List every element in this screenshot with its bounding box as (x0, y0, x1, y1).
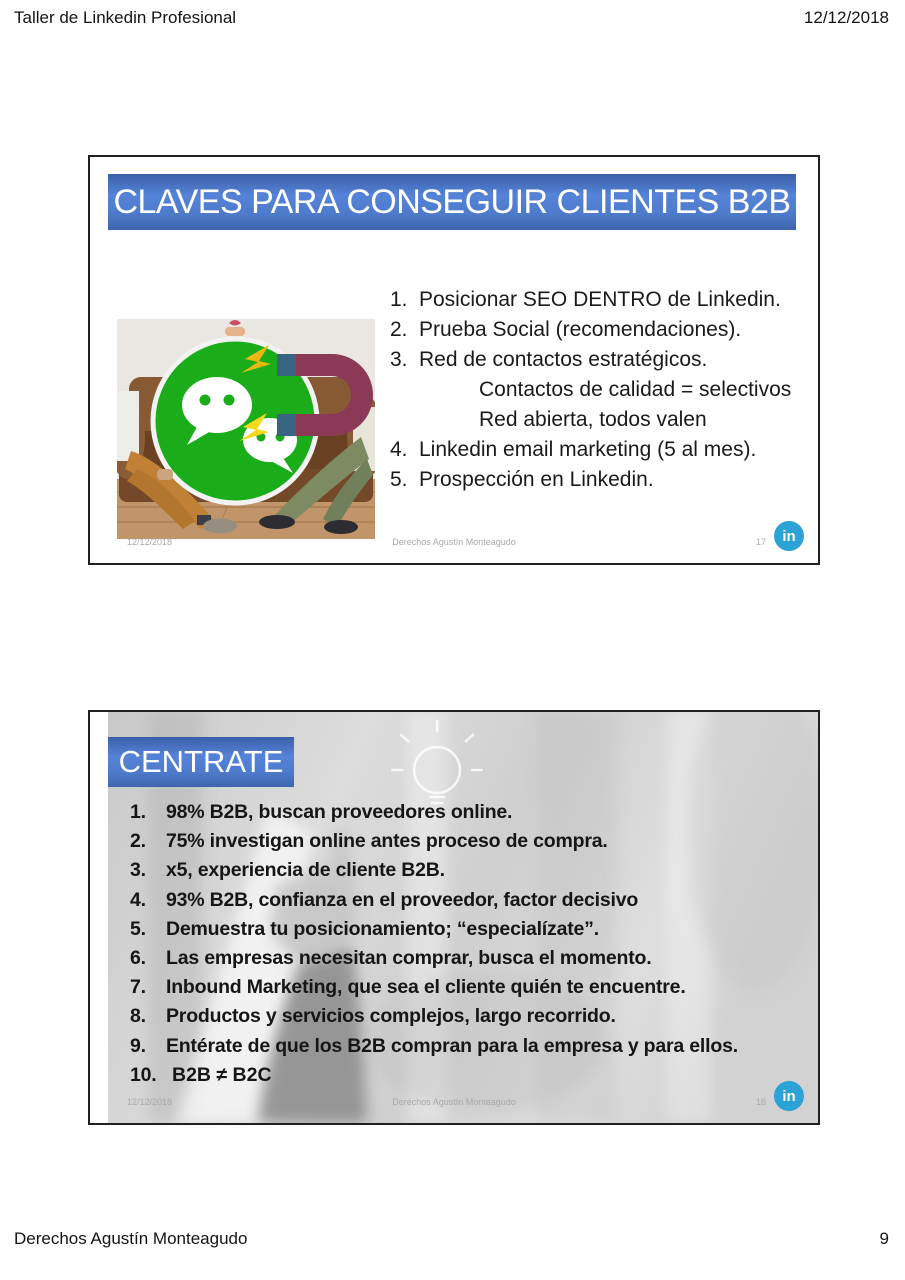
slide-centrate (88, 710, 820, 1125)
slide-number: 17 (755, 537, 766, 547)
slide2-footer (90, 1081, 818, 1111)
list-item: 4. 93% B2B, confianza en el proveedor, factor decisivo (130, 888, 639, 911)
slide-footer-date: 12/12/2018 (127, 537, 173, 547)
slide1-list (390, 285, 830, 495)
slide2-list (130, 798, 815, 1090)
list-item: 3. Red de contactos estratégicos. (390, 348, 708, 371)
list-subitem: Red abierta, todos valen (479, 408, 707, 431)
slide1-title: CLAVES PARA CONSEGUIR CLIENTES B2B (113, 182, 791, 221)
linkedin-icon: in (774, 1081, 804, 1111)
slide-number: 18 (755, 1097, 766, 1107)
slide1-title-bar (108, 174, 796, 230)
linkedin-icon: in (774, 521, 804, 551)
list-item: 4. Linkedin email marketing (5 al mes). (390, 438, 757, 461)
list-item: 5. Demuestra tu posicionamiento; “especialízate”. (130, 917, 599, 940)
list-item: 2. 75% investigan online antes proceso de compra. (130, 830, 608, 853)
slide2-title-bar (108, 737, 294, 787)
list-item: 8. Productos y servicios complejos, largo recorrido. (130, 1005, 616, 1028)
document-header-date: 12/12/2018 (803, 8, 889, 27)
slide-footer-credit: Derechos Agustín Monteagudo (392, 537, 516, 547)
document-page-number: 9 (879, 1229, 889, 1248)
list-item: 5. Prospección en Linkedin. (390, 468, 654, 491)
list-item: 9. Entérate de que los B2B compran para la empresa y para ellos. (130, 1034, 738, 1057)
slide2-title: CENTRATE (118, 744, 284, 779)
list-item: 1. 98% B2B, buscan proveedores online. (130, 801, 513, 823)
list-item: 7. Inbound Marketing, que sea el cliente quién te encuentre. (130, 976, 686, 999)
list-item: 6. Las empresas necesitan comprar, busca el momento. (130, 947, 652, 970)
couch-wechat-magnet-photo (117, 319, 375, 539)
document-header-title: Taller de Linkedin Profesional (14, 8, 237, 27)
list-item: 2. Prueba Social (recomendaciones). (390, 318, 742, 341)
slide-footer-date: 12/12/2018 (127, 1097, 173, 1107)
list-item: 3. x5, experiencia de cliente B2B. (130, 859, 445, 882)
list-item: 1. Posicionar SEO DENTRO de Linkedin. (390, 288, 781, 311)
list-item: 10. B2B ≠ B2C (130, 1063, 272, 1086)
slide-footer-credit: Derechos Agustín Monteagudo (392, 1097, 516, 1107)
slide1-footer (90, 521, 818, 551)
photo-illustration (117, 319, 375, 539)
list-subitem: Contactos de calidad = selectivos (479, 378, 792, 401)
slide-claves-b2b (88, 155, 820, 565)
document-footer-credit: Derechos Agustín Monteagudo (14, 1229, 248, 1248)
